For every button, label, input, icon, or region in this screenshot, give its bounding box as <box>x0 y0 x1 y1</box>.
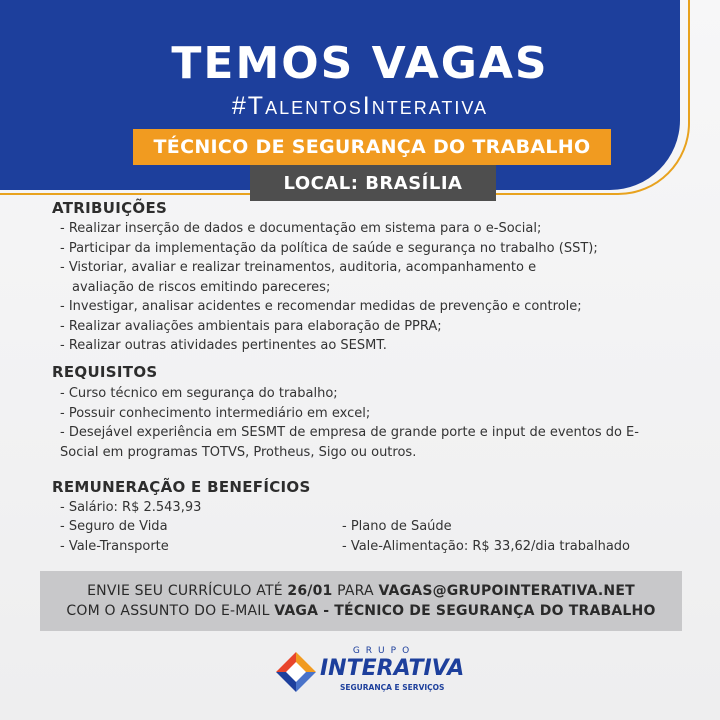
list-item: - Vistoriar, avaliar e realizar treinamentos, auditoria, acompanhamento e avaliação de riscos emitindo pareceres; <box>60 260 537 295</box>
section-heading-remuneracao: REMUNERAÇÃO E BENEFÍCIOS <box>52 478 311 496</box>
benefit-seguro: - Seguro de Vida <box>60 519 168 534</box>
list-item: - Investigar, analisar acidentes e recomendar medidas de prevenção e controle; <box>60 299 582 314</box>
logo-subtitle: SEGURANÇA E SERVIÇOS <box>340 683 445 692</box>
location-text: LOCAL: BRASÍLIA <box>283 172 463 194</box>
poster-title: TEMOS VAGAS <box>171 38 549 89</box>
diamond-logo-icon <box>274 650 318 694</box>
logo-grupo: GRUPO <box>352 646 416 656</box>
application-instructions <box>40 571 682 631</box>
list-item: - Curso técnico em segurança do trabalho; <box>60 386 338 401</box>
list-item: - Realizar outras atividades pertinentes ao SESMT. <box>60 338 387 353</box>
section-heading-requisitos: REQUISITOS <box>52 363 158 381</box>
instruction-line-1 <box>40 581 682 601</box>
position-banner <box>133 129 611 165</box>
list-item: - Desejável experiência em SESMT de empresa de grande porte e input de eventos do E-Social em programas TOTVS, Protheus, Sigo ou outros. <box>60 425 639 460</box>
list-item: - Participar da implementação da política de saúde e segurança no trabalho (SST); <box>60 240 598 256</box>
requisitos-list <box>60 384 680 462</box>
benefit-vt: - Vale-Transporte <box>60 539 169 554</box>
list-item: - Realizar avaliações ambientais para elaboração de PPRA; <box>60 318 442 334</box>
deadline-date: 26/01 <box>287 583 333 599</box>
benefit-va: - Vale-Alimentação: R$ 33,62/dia trabalhado <box>342 539 630 554</box>
salary-item: - Salário: R$ 2.543,93 <box>60 500 202 515</box>
list-item: - Realizar inserção de dados e documentação em sistema para o e-Social; <box>60 221 542 236</box>
email-subject: VAGA - TÉCNICO DE SEGURANÇA DO TRABALHO <box>274 603 656 619</box>
hashtag: #TalentosInterativa <box>231 92 489 120</box>
email-address[interactable]: VAGAS@GRUPOINTERATIVA.NET <box>378 583 635 599</box>
instruction-text: COM O ASSUNTO DO E-MAIL <box>66 603 275 619</box>
section-heading-atribuicoes: ATRIBUIÇÕES <box>52 199 168 217</box>
instruction-text: PARA <box>332 583 379 599</box>
benefit-plano: - Plano de Saúde <box>342 519 452 534</box>
location-banner <box>250 165 496 201</box>
atribuicoes-list <box>60 219 680 356</box>
instruction-text: ENVIE SEU CURRÍCULO ATÉ <box>87 583 288 599</box>
list-item: - Possuir conhecimento intermediário em excel; <box>60 405 371 421</box>
instruction-line-2 <box>40 601 682 621</box>
company-logo <box>274 646 465 698</box>
logo-name: INTERATIVA <box>320 656 465 681</box>
position-title: TÉCNICO DE SEGURANÇA DO TRABALHO <box>153 136 591 158</box>
